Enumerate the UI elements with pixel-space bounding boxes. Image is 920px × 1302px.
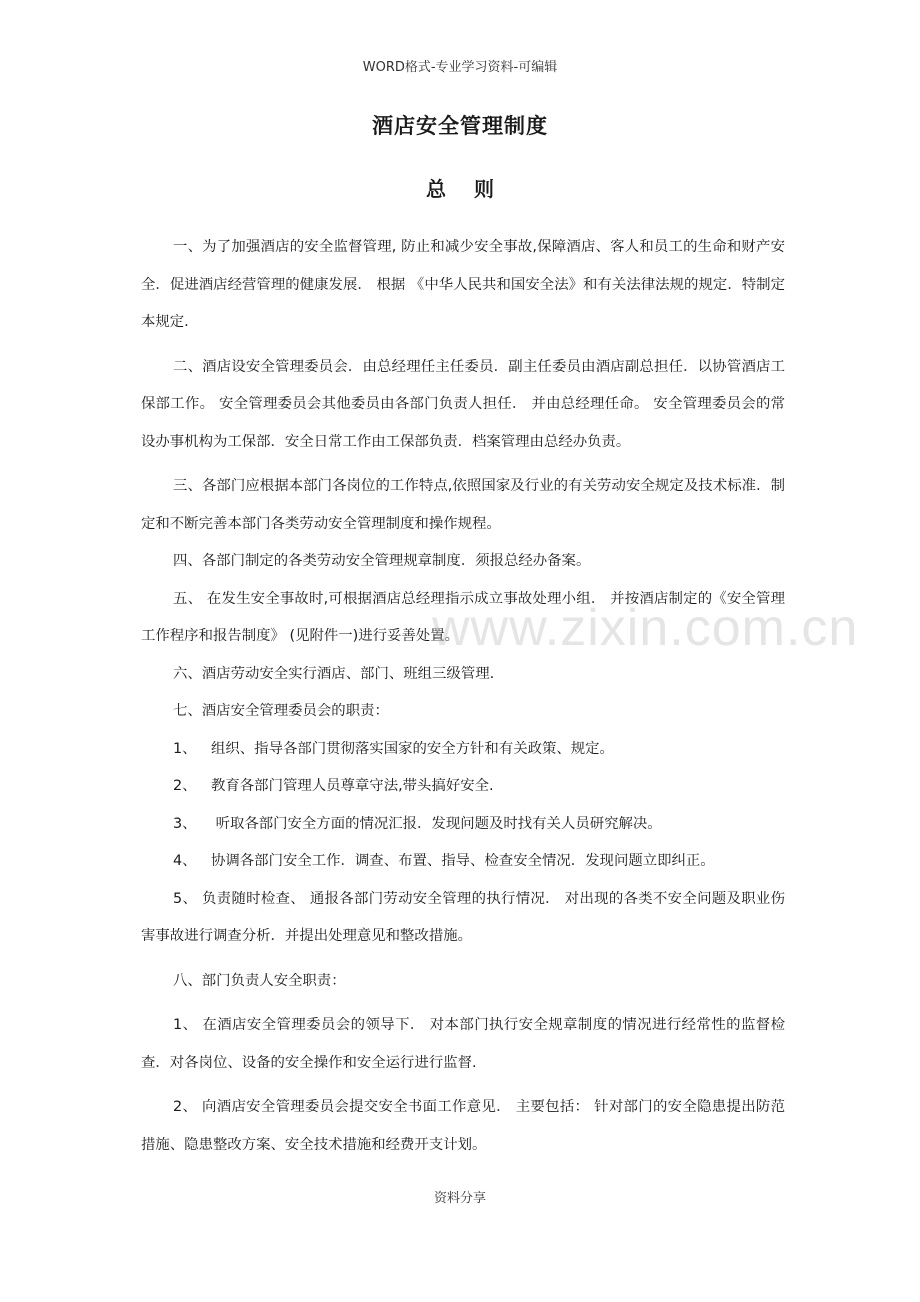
paragraph-2: 二、酒店设安全管理委员会．由总经理任主任委员．副主任委员由酒店副总担任．以协管酒店工保部工作。 安全管理委员会其他委员由各部门负责人担任． 并由总经理任命。 安全管理委员会的常设办事机构为工保部．安全日常工作由工保部负责．档案管理由总经办负责。 — [141, 358, 785, 450]
page-header: WORD格式-专业学习资料-可编辑 — [362, 60, 558, 75]
paragraph-4: 四、各部门制定的各类劳动安全管理规章制度．须报总经办备案。 — [173, 553, 591, 569]
paragraph-7: 七、酒店安全管理委员会的职责： — [173, 703, 389, 719]
paragraph-8-item-2: 2、 向酒店安全管理委员会提交安全书面工作意见． 主要包括： 针对部门的安全隐患提出防范措施、隐患整改方案、安全技术措施和经费开支计划。 — [141, 1099, 785, 1153]
paragraph-8: 八、部门负责人安全职责： — [173, 972, 346, 989]
paragraph-8-item-1: 1、 在酒店安全管理委员会的领导下． 对本部门执行安全规章制度的情况进行经常性的监督检查．对各岗位、设备的安全操作和安全运行进行监督. — [141, 1017, 785, 1071]
page-footer: 资料分享 — [433, 1191, 486, 1206]
list-item-5: 5、 负责随时检查、 通报各部门劳动安全管理的执行情况． 对出现的各类不安全问题及职业伤害事故进行调查分析．并提出处理意见和整改措施。 — [141, 890, 785, 944]
list-item-number: 1、 — [173, 740, 197, 757]
document-body — [141, 229, 785, 1164]
list-item-number: 2、 — [173, 778, 197, 794]
list-item — [141, 843, 785, 881]
list-item-number: 3、 — [173, 815, 197, 832]
paragraph-5: 五、 在发生安全事故时,可根据酒店总经理指示成立事故处理小组． 并按酒店制定的《安全管理工作程序和报告制度》 (见附件一)进行妥善处置。 — [141, 590, 785, 644]
watermark: www.zixin.com.cn — [432, 599, 859, 657]
section-title-char-2: 则 — [474, 177, 494, 201]
list-item-text: 协调各部门安全工作．调查、布置、指导、检查安全情况．发现问题立即纠正。 — [211, 853, 715, 869]
list-item-text: 教育各部门管理人员尊章守法,带头搞好安全. — [211, 778, 494, 794]
list-item-text: 组织、指导各部门贯彻落实国家的安全方针和有关政策、规定。 — [211, 740, 614, 757]
document-title: 酒店安全管理制度 — [372, 114, 548, 138]
paragraph-1: 一、为了加强酒店的安全监督管理, 防止和减少安全事故,保障酒店、客人和员工的生命和财产安全．促进酒店经营管理的健康发展． 根据 《中华人民共和国安全法》和有关法律法规的规定．特制定本规定. — [141, 239, 785, 330]
list-item — [141, 768, 785, 806]
section-title — [0, 173, 920, 202]
list-item-number: 4、 — [173, 853, 197, 869]
list-item-text: 听取各部门安全方面的情况汇报．发现问题及时找有关人员研究解决。 — [211, 815, 662, 832]
paragraph-6: 六、酒店劳动安全实行酒店、部门、班组三级管理. — [173, 665, 495, 682]
paragraph-3: 三、各部门应根据本部门各岗位的工作特点,依照国家及行业的有关劳动安全规定及技术标准．制定和不断完善本部门各类劳动安全管理制度和操作规程。 — [141, 478, 785, 532]
section-title-char-1: 总 — [426, 177, 446, 201]
list-item — [141, 731, 785, 769]
list-item — [141, 806, 785, 844]
